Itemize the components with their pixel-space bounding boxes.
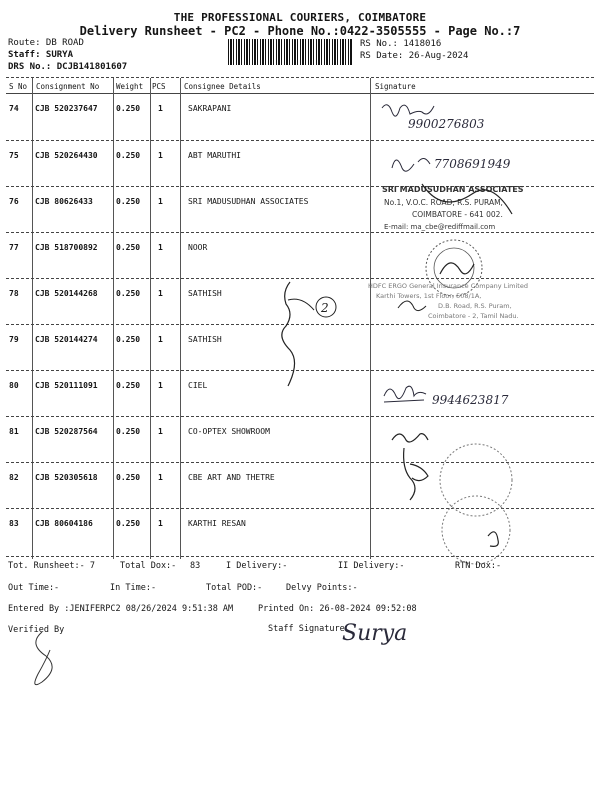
row-consignee: NOOR [188, 243, 208, 252]
row-weight: 0.250 [116, 335, 141, 344]
row-consignee: CIEL [188, 381, 208, 390]
row-consignee: SATHISH [188, 289, 222, 298]
svg-text:E-mail: ma_cbe@rediffmail.com: E-mail: ma_cbe@rediffmail.com [384, 223, 496, 231]
signature-row-80 [380, 372, 560, 416]
row-weight: 0.250 [116, 519, 141, 528]
ii-delivery-label: II Delivery:- [338, 561, 405, 571]
row-consignment: CJB 80604186 [35, 519, 93, 528]
row-pcs: 1 [158, 519, 163, 528]
row-consignment: CJB 520237647 [35, 104, 98, 113]
printed-on: Printed On: 26-08-2024 09:52:08 [258, 604, 417, 614]
delvy-points-label: Delvy Points:- [286, 583, 358, 593]
entered-by: Entered By :JENIFERPC2 08/26/2024 9:51:38 AM [8, 604, 234, 614]
row-sno: 78 [9, 289, 19, 298]
row-pcs: 1 [158, 151, 163, 160]
col-pcs: PCS [152, 82, 166, 91]
row-consignment: CJB 520264430 [35, 151, 98, 160]
round-stamp-row-83 [432, 440, 522, 570]
bracket-circled-2 [268, 280, 348, 390]
svg-text:No.1, V.O.C. ROAD, R.S. PURAM,: No.1, V.O.C. ROAD, R.S. PURAM, [384, 198, 503, 207]
row-weight: 0.250 [116, 473, 141, 482]
row-consignee: SATHISH [188, 335, 222, 344]
drs-number: DRS No.: DCJB141801607 [8, 62, 128, 72]
row-sno: 76 [9, 197, 19, 206]
header-top-rule [6, 77, 594, 78]
row-consignment: CJB 520111091 [35, 381, 98, 390]
staff-signature-image [340, 612, 430, 652]
row-consignment: CJB 520287564 [35, 427, 98, 436]
row-pcs: 1 [158, 427, 163, 436]
row-consignment: CJB 520144268 [35, 289, 98, 298]
col-consignment: Consignment No [36, 82, 100, 91]
row-sno: 75 [9, 151, 19, 160]
drs-barcode [228, 39, 353, 65]
row-sno: 81 [9, 427, 19, 436]
rs-number: RS No.: 1418016 [360, 39, 442, 49]
rtn-dox-label: RTN Dox:- [455, 561, 502, 571]
rs-date: RS Date: 26-Aug-2024 [360, 51, 469, 61]
row-consignment: CJB 80626433 [35, 197, 93, 206]
row-consignee: CO-OPTEX SHOWROOM [188, 427, 270, 436]
in-time-label: In Time:- [110, 583, 157, 593]
row-pcs: 1 [158, 473, 163, 482]
row-pcs: 1 [158, 104, 163, 113]
row-sno: 77 [9, 243, 19, 252]
col-consignee: Consignee Details [184, 82, 261, 91]
svg-text:Surya: Surya [342, 621, 408, 646]
svg-text:SRI MADUSUDHAN ASSOCIATES: SRI MADUSUDHAN ASSOCIATES [382, 185, 524, 194]
col-signature: Signature [375, 82, 416, 91]
row-sno: 79 [9, 335, 19, 344]
row-consignee: SAKRAPANI [188, 104, 232, 113]
row-weight: 0.250 [116, 151, 141, 160]
row-consignment: CJB 520144274 [35, 335, 98, 344]
row-consignment: CJB 520305618 [35, 473, 98, 482]
company-title: THE PROFESSIONAL COURIERS, COIMBATORE [173, 11, 427, 24]
row-consignee: ABT MARUTHI [188, 151, 241, 160]
i-delivery-label: I Delivery:- [226, 561, 288, 571]
row-weight: 0.250 [116, 289, 141, 298]
row-consignee: KARTHI RESAN [188, 519, 246, 528]
table-row [6, 233, 594, 279]
row-pcs: 1 [158, 243, 163, 252]
phone-75: 7708691949 [434, 157, 511, 171]
row-weight: 0.250 [116, 197, 141, 206]
phone-80: 9944623817 [432, 393, 509, 407]
row-weight: 0.250 [116, 104, 141, 113]
col-sno: S No [9, 82, 28, 91]
row-sno: 74 [9, 104, 19, 113]
row-weight: 0.250 [116, 381, 141, 390]
total-dox-label: Total Dox:- [120, 561, 177, 571]
col-weight: Weight [116, 82, 144, 91]
route-label: Route: DB ROAD [8, 38, 84, 48]
stamp-sri-madusudhan [382, 172, 562, 234]
total-dox-value: 83 [190, 561, 201, 571]
row-pcs: 1 [158, 335, 163, 344]
row-pcs: 1 [158, 197, 163, 206]
staff-signature-label: Staff Signature [268, 624, 345, 634]
total-pod-label: Total POD:- [206, 583, 263, 593]
verified-by-label: Verified By [8, 625, 65, 635]
signature-row-74 [380, 98, 510, 138]
row-sno: 80 [9, 381, 19, 390]
row-sno: 83 [9, 519, 19, 528]
runsheet-title: Delivery Runsheet - PC2 - Phone No.:0422-3505555 - Page No.:7 [79, 24, 521, 38]
row-pcs: 1 [158, 289, 163, 298]
row-consignee: CBE ART AND THETRE [188, 473, 275, 482]
svg-text:Karthi Towers, 1st Floor, 508/: Karthi Towers, 1st Floor, 508/1A, [376, 292, 482, 300]
circled-note: 2 [321, 301, 329, 315]
svg-text:COIMBATORE - 641 002.: COIMBATORE - 641 002. [412, 210, 503, 219]
tot-runsheet: Tot. Runsheet:- 7 [8, 561, 95, 571]
svg-text:HDFC ERGO General Insurance Co: HDFC ERGO General Insurance Company Limited [368, 282, 528, 290]
row-weight: 0.250 [116, 427, 141, 436]
row-sno: 82 [9, 473, 19, 482]
staff-label: Staff: SURYA [8, 50, 74, 60]
out-time-label: Out Time:- [8, 583, 60, 593]
row-weight: 0.250 [116, 243, 141, 252]
verified-by-signature [20, 628, 60, 688]
phone-74: 9900276803 [408, 117, 485, 131]
row-consignment: CJB 518700892 [35, 243, 98, 252]
svg-text:D.B. Road, R.S. Puram,: D.B. Road, R.S. Puram, [438, 302, 512, 310]
stamp-hdfc-ergo [368, 278, 558, 322]
row-pcs: 1 [158, 381, 163, 390]
row-consignee: SRI MADUSUDHAN ASSOCIATES [188, 197, 309, 206]
svg-text:Coimbatore - 2, Tamil Nadu.: Coimbatore - 2, Tamil Nadu. [428, 312, 519, 320]
